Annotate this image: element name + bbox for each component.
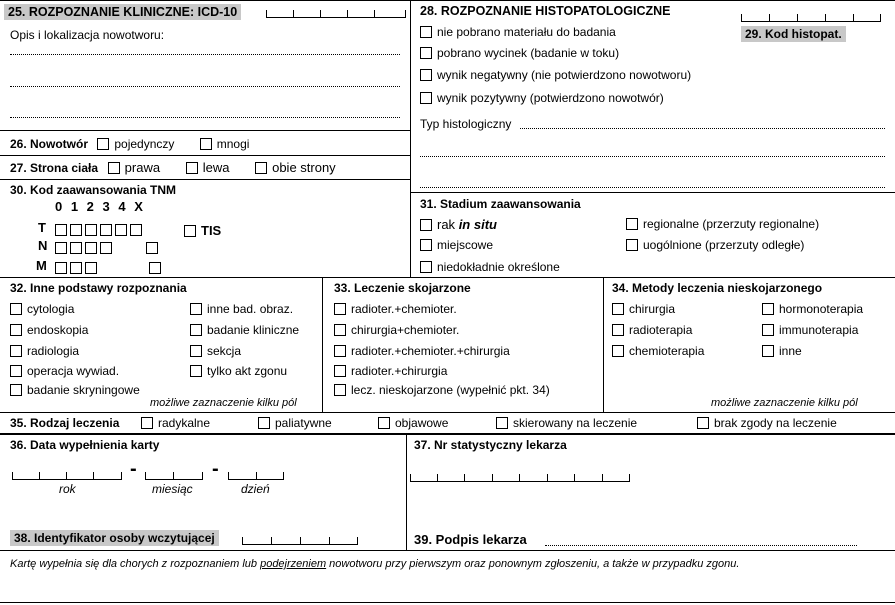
typ-histologiczny-line-2[interactable] — [420, 156, 885, 157]
label-paliatywne: paliatywne — [275, 416, 332, 430]
kod-histopat-field[interactable] — [741, 12, 881, 22]
label-nie-pobrano: nie pobrano materiału do badania — [437, 25, 616, 39]
footer-note — [10, 558, 739, 570]
checkbox-hormonoterapia[interactable] — [762, 303, 774, 315]
section-33-title: 33. Leczenie skojarzone — [334, 281, 471, 295]
checkbox-uogolnione[interactable] — [626, 239, 638, 251]
label-miejscowe: miejscowe — [437, 238, 494, 252]
section-27-title: 27. Strona ciała — [10, 161, 99, 175]
section-29-title: 29. Kod histopat. — [741, 26, 846, 42]
divider-bottom — [0, 550, 895, 551]
s28-option-1 — [420, 25, 616, 39]
s32-badanie-kliniczne — [190, 323, 299, 337]
s35-brak-zgody — [697, 416, 837, 430]
s32-skryningowe — [10, 383, 140, 397]
section-26-title: 26. Nowotwór — [10, 137, 89, 151]
tnm-n-label: N — [38, 238, 48, 253]
checkbox-tis[interactable] — [184, 225, 196, 237]
checkbox-brak-zgody[interactable] — [697, 417, 709, 429]
date-day-field[interactable] — [228, 470, 284, 480]
checkbox-tylko-akt-zgonu[interactable] — [190, 365, 202, 377]
divider-row3 — [0, 277, 895, 278]
icd10-code-field[interactable] — [266, 8, 406, 18]
date-day-label: dzień — [241, 482, 270, 496]
statistical-number-field[interactable] — [410, 472, 630, 482]
divider-27-30 — [0, 179, 410, 180]
checkbox-inne-bad-obraz[interactable] — [190, 303, 202, 315]
s33-option-5 — [334, 383, 550, 397]
label-lecz-nieskojarzone: lecz. nieskojarzone (wypełnić pkt. 34) — [351, 383, 550, 397]
s31-regionalne — [626, 217, 819, 231]
tumor-description-line-2[interactable] — [10, 86, 400, 87]
section-26 — [10, 137, 249, 151]
divider-upper-middle — [410, 0, 411, 277]
label-inne: inne — [779, 344, 802, 358]
s35-radykalne — [141, 416, 210, 430]
label-chemioterapia: chemioterapia — [629, 344, 705, 358]
footer-pre: Kartę wypełnia się dla chorych z rozpoznaniem lub — [10, 558, 261, 570]
label-radioter-chemioter: radioter.+chemioter. — [351, 302, 457, 316]
checkbox-radykalne[interactable] — [141, 417, 153, 429]
s31-uogolnione — [626, 238, 804, 252]
tnm-t-boxes — [55, 223, 147, 237]
label-regionalne: regionalne (przerzuty regionalne) — [643, 217, 820, 231]
section-28-title: 28. ROZPOZNANIE HISTOPATOLOGICZNE — [420, 4, 671, 18]
s34-chemioterapia — [612, 344, 704, 358]
checkbox-badanie-kliniczne[interactable] — [190, 324, 202, 336]
checkbox-objawowe[interactable] — [378, 417, 390, 429]
tnm-m-2[interactable] — [85, 262, 97, 274]
checkbox-obie-strony[interactable] — [255, 162, 267, 174]
s32-radiologia — [10, 344, 79, 358]
footer-post: nowotworu przy pierwszym oraz ponownym zgłoszeniu, a także w przypadku zgonu. — [326, 558, 740, 570]
tnm-n-x[interactable] — [146, 242, 158, 254]
checkbox-radioter-chirurgia[interactable] — [334, 365, 346, 377]
tumor-description-line-3[interactable] — [10, 117, 400, 118]
date-dash-1: - — [130, 458, 137, 480]
footer-underlined: podejrzeniem — [260, 558, 327, 570]
checkbox-lewa[interactable] — [186, 162, 198, 174]
checkbox-chirurgia-chemioter[interactable] — [334, 324, 346, 336]
identifier-field[interactable] — [242, 535, 358, 545]
bottom-edge-line — [0, 602, 895, 603]
s35-objawowe — [378, 416, 448, 430]
s31-rak-in-situ — [420, 217, 497, 232]
section-25-title: 25. ROZPOZNANIE KLINICZNE: ICD-10 — [4, 4, 241, 20]
label-badanie-skryningowe: badanie skryningowe — [27, 383, 140, 397]
label-lewa: lewa — [202, 160, 230, 175]
label-brak-zgody: brak zgody na leczenie — [714, 416, 837, 430]
checkbox-miejscowe[interactable] — [420, 239, 432, 251]
label-obie-strony: obie strony — [272, 160, 336, 175]
checkbox-chirurgia[interactable] — [612, 303, 624, 315]
checkbox-wynik-pozytywny[interactable] — [420, 92, 432, 104]
checkbox-badanie-skryningowe[interactable] — [10, 384, 22, 396]
tnm-t-4[interactable] — [115, 224, 127, 236]
tnm-m-0[interactable] — [55, 262, 67, 274]
s34-chirurgia — [612, 302, 675, 316]
section-32-title: 32. Inne podstawy rozpoznania — [10, 281, 187, 295]
s35-paliatywne — [258, 416, 332, 430]
label-radiologia: radiologia — [27, 344, 80, 358]
label-pojedynczy: pojedynczy — [114, 137, 175, 151]
date-dash-2: - — [212, 458, 219, 480]
label-rak: rak — [437, 217, 456, 232]
s32-inne-bad — [190, 302, 293, 316]
date-month-field[interactable] — [145, 470, 203, 480]
label-niedokladnie-okreslone: niedokładnie określone — [437, 260, 560, 274]
typ-histologiczny-line-1[interactable] — [520, 128, 885, 129]
tnm-m-1[interactable] — [70, 262, 82, 274]
s35-skierowany — [496, 416, 637, 430]
s34-inne — [762, 344, 802, 358]
s33-option-3 — [334, 344, 510, 358]
signature-line[interactable] — [545, 545, 857, 546]
section-34-title: 34. Metody leczenia nieskojarzonego — [612, 281, 823, 295]
tnm-t-x[interactable] — [130, 224, 142, 236]
label-badanie-kliniczne: badanie kliniczne — [207, 323, 300, 337]
section-39-title: 39. Podpis lekarza — [414, 532, 527, 547]
checkbox-radiologia[interactable] — [10, 345, 22, 357]
label-radioter-chirurgia: radioter.+chirurgia — [351, 364, 448, 378]
tnm-t-3[interactable] — [100, 224, 112, 236]
divider-row5-thick — [0, 433, 895, 435]
tnm-m-boxes — [55, 261, 166, 275]
divider-26-27 — [0, 155, 410, 156]
date-month-label: miesiąc — [152, 482, 193, 496]
checkbox-prawa[interactable] — [108, 162, 120, 174]
s34-immunoterapia — [762, 323, 858, 337]
divider-32-33 — [322, 277, 323, 412]
tnm-t-0[interactable] — [55, 224, 67, 236]
checkbox-pojedynczy[interactable] — [97, 138, 109, 150]
label-tylko-akt-zgonu: tylko akt zgonu — [207, 364, 288, 378]
date-year-field[interactable] — [12, 470, 122, 480]
label-chirurgia: chirurgia — [629, 302, 676, 316]
section-38-title: 38. Identyfikator osoby wczytującej — [10, 530, 219, 546]
s33-option-1 — [334, 302, 457, 316]
checkbox-cytologia[interactable] — [10, 303, 22, 315]
checkbox-chemioterapia[interactable] — [612, 345, 624, 357]
checkbox-radioter-chemioter[interactable] — [334, 303, 346, 315]
checkbox-radioter-chemioter-chirurgia[interactable] — [334, 345, 346, 357]
top-border — [0, 0, 895, 1]
checkbox-inne[interactable] — [762, 345, 774, 357]
s28-option-3 — [420, 68, 691, 82]
s31-miejscowe — [420, 238, 493, 252]
section-27 — [10, 160, 336, 175]
date-year-label: rok — [59, 482, 76, 496]
checkbox-rak-in-situ[interactable] — [420, 219, 432, 231]
checkbox-niedokladnie-okreslone[interactable] — [420, 261, 432, 273]
tnm-digits-header: 0 1 2 3 4 X — [55, 199, 144, 214]
tumor-description-label: Opis i lokalizacja nowotworu: — [10, 28, 165, 42]
divider-33-34 — [603, 277, 604, 412]
label-cytologia: cytologia — [27, 302, 75, 316]
tnm-m-x[interactable] — [149, 262, 161, 274]
checkbox-wynik-negatywny[interactable] — [420, 69, 432, 81]
section-30-title: 30. Kod zaawansowania TNM — [10, 183, 177, 197]
checkbox-paliatywne[interactable] — [258, 417, 270, 429]
label-radioterapia: radioterapia — [629, 323, 693, 337]
divider-28-31 — [410, 192, 895, 193]
checkbox-lecz-nieskojarzone[interactable] — [334, 384, 346, 396]
typ-histologiczny-line-3[interactable] — [420, 187, 885, 188]
checkbox-skierowany[interactable] — [496, 417, 508, 429]
section-31-title: 31. Stadium zaawansowania — [420, 197, 581, 211]
label-hormonoterapia: hormonoterapia — [779, 302, 864, 316]
label-wynik-negatywny: wynik negatywny (nie potwierdzono nowotworu) — [437, 68, 692, 82]
divider-25-26 — [0, 130, 410, 131]
s32-akt-zgonu — [190, 364, 287, 378]
s34-note: możliwe zaznaczenie kilku pól — [711, 397, 858, 409]
s28-option-4 — [420, 91, 664, 105]
label-radioter-chemioter-chirurgia: radioter.+chemioter.+chirurgia — [351, 344, 510, 358]
label-skierowany: skierowany na leczenie — [513, 416, 638, 430]
s34-radioterapia — [612, 323, 692, 337]
checkbox-mnogi[interactable] — [200, 138, 212, 150]
s32-sekcja — [190, 344, 241, 358]
tnm-tis — [184, 223, 221, 238]
label-uogolnione: uogólnione (przerzuty odległe) — [643, 238, 805, 252]
tnm-n-0[interactable] — [55, 242, 67, 254]
s28-option-2 — [420, 46, 619, 60]
tnm-n-3[interactable] — [100, 242, 112, 254]
checkbox-endoskopia[interactable] — [10, 324, 22, 336]
tnm-m-label: M — [36, 258, 47, 273]
label-prawa: prawa — [124, 160, 161, 175]
checkbox-radioterapia[interactable] — [612, 324, 624, 336]
checkbox-sekcja[interactable] — [190, 345, 202, 357]
section-35-title: 35. Rodzaj leczenia — [10, 416, 120, 430]
checkbox-regionalne[interactable] — [626, 218, 638, 230]
tnm-n-1[interactable] — [70, 242, 82, 254]
s33-option-2 — [334, 323, 459, 337]
divider-36-37 — [406, 435, 407, 550]
s31-niedokladnie — [420, 260, 560, 274]
checkbox-operacja-wywiad[interactable] — [10, 365, 22, 377]
label-operacja-wywiad: operacja wywiad. — [27, 364, 120, 378]
s34-hormonoterapia — [762, 302, 863, 316]
tnm-t-label: T — [38, 220, 46, 235]
tnm-t-2[interactable] — [85, 224, 97, 236]
label-chirurgia-chemioter: chirurgia+chemioter. — [351, 323, 460, 337]
label-objawowe: objawowe — [395, 416, 449, 430]
checkbox-immunoterapia[interactable] — [762, 324, 774, 336]
label-endoskopia: endoskopia — [27, 323, 89, 337]
checkbox-nie-pobrano[interactable] — [420, 26, 432, 38]
s33-option-4 — [334, 364, 447, 378]
label-pobrano-wycinek: pobrano wycinek (badanie w toku) — [437, 46, 620, 60]
label-wynik-pozytywny: wynik pozytywny (potwierdzono nowotwór) — [437, 91, 664, 105]
section-37-title: 37. Nr statystyczny lekarza — [414, 438, 567, 452]
label-mnogi: mnogi — [216, 137, 250, 151]
tnm-t-1[interactable] — [70, 224, 82, 236]
tnm-n-boxes — [55, 241, 163, 255]
s32-note: możliwe zaznaczenie kilku pól — [150, 397, 297, 409]
label-immunoterapia: immunoterapia — [779, 323, 859, 337]
label-sekcja: sekcja — [207, 344, 242, 358]
section-36-title: 36. Data wypełnienia karty — [10, 438, 160, 452]
checkbox-pobrano-wycinek[interactable] — [420, 47, 432, 59]
tnm-n-2[interactable] — [85, 242, 97, 254]
label-tis: TIS — [201, 223, 222, 238]
s32-cytologia — [10, 302, 74, 316]
label-radykalne: radykalne — [158, 416, 211, 430]
divider-row4 — [0, 412, 895, 413]
s32-operacja — [10, 364, 119, 378]
label-inne-bad-obraz: inne bad. obraz. — [207, 302, 294, 316]
typ-histologiczny-label: Typ histologiczny — [420, 117, 512, 131]
tumor-description-line-1[interactable] — [10, 54, 400, 55]
s32-endoskopia — [10, 323, 88, 337]
label-in-situ: in situ — [458, 217, 497, 232]
